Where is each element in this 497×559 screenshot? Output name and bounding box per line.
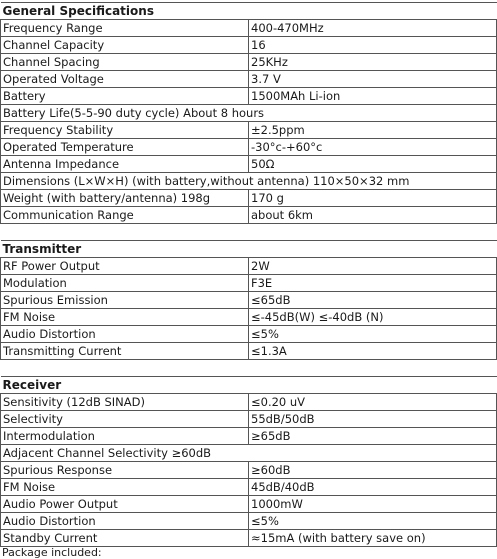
spec-label: Operated Temperature xyxy=(1,139,249,156)
spec-label: Audio Power Output xyxy=(1,496,249,513)
spec-label: Channel Spacing xyxy=(1,54,249,71)
spec-row xyxy=(1,496,497,513)
section-header-row xyxy=(1,377,497,394)
specifications-body xyxy=(1,3,497,547)
spec-value: ≤5% xyxy=(249,326,497,343)
spec-row xyxy=(1,20,497,37)
specifications-table xyxy=(0,2,497,547)
section-title: Transmitter xyxy=(1,241,497,258)
spec-value: 3.7 V xyxy=(249,71,497,88)
spec-row xyxy=(1,54,497,71)
spec-label: RF Power Output xyxy=(1,258,249,275)
spec-row xyxy=(1,122,497,139)
spec-row xyxy=(1,343,497,360)
spec-row xyxy=(1,156,497,173)
spec-label: Frequency Stability xyxy=(1,122,249,139)
spec-row xyxy=(1,445,497,462)
spec-row xyxy=(1,207,497,224)
spec-value: 25KHz xyxy=(249,54,497,71)
spec-label: Operated Voltage xyxy=(1,71,249,88)
spacer-row xyxy=(1,224,497,241)
spec-label: Spurious Emission xyxy=(1,292,249,309)
spec-label: FM Noise xyxy=(1,479,249,496)
section-header-row xyxy=(1,3,497,20)
spec-label: Antenna Impedance xyxy=(1,156,249,173)
package-note: Package included: xyxy=(2,546,102,559)
spec-label: Frequency Range xyxy=(1,20,249,37)
spec-value: ≈15mA (with battery save on) xyxy=(249,530,497,547)
spec-value: 400-470MHz xyxy=(249,20,497,37)
spec-label: Channel Capacity xyxy=(1,37,249,54)
spec-label: Selectivity xyxy=(1,411,249,428)
spec-row xyxy=(1,71,497,88)
spec-value: ≥60dB xyxy=(249,462,497,479)
spec-value: ≤65dB xyxy=(249,292,497,309)
spec-value: ≥65dB xyxy=(249,428,497,445)
spacer-cell xyxy=(1,224,497,241)
spec-value: ≤1.3A xyxy=(249,343,497,360)
spacer-cell xyxy=(1,360,497,377)
spec-label: Sensitivity (12dB SINAD) xyxy=(1,394,249,411)
spec-label: Battery xyxy=(1,88,249,105)
spec-row xyxy=(1,105,497,122)
spec-label: Standby Current xyxy=(1,530,249,547)
spec-row xyxy=(1,258,497,275)
spec-label: Dimensions (L×W×H) (with battery,without antenna) 110×50×32 mm xyxy=(1,173,497,190)
spec-label: Audio Distortion xyxy=(1,513,249,530)
spec-row xyxy=(1,37,497,54)
spec-row xyxy=(1,309,497,326)
spec-value: ≤0.20 uV xyxy=(249,394,497,411)
spec-value: about 6km xyxy=(249,207,497,224)
spec-value: 50Ω xyxy=(249,156,497,173)
spec-label: FM Noise xyxy=(1,309,249,326)
section-header-row xyxy=(1,241,497,258)
spec-label: Spurious Response xyxy=(1,462,249,479)
spec-row xyxy=(1,139,497,156)
spec-label: Audio Distortion xyxy=(1,326,249,343)
spec-value: 2W xyxy=(249,258,497,275)
spec-row xyxy=(1,513,497,530)
spec-row xyxy=(1,462,497,479)
spec-value: F3E xyxy=(249,275,497,292)
spec-label: Battery Life(5-5-90 duty cycle) About 8 hours xyxy=(1,105,497,122)
spec-row xyxy=(1,190,497,207)
spec-row xyxy=(1,292,497,309)
spacer-row xyxy=(1,360,497,377)
spec-label: Intermodulation xyxy=(1,428,249,445)
section-title: Receiver xyxy=(1,377,497,394)
spec-row xyxy=(1,428,497,445)
spec-row xyxy=(1,411,497,428)
spec-label: Communication Range xyxy=(1,207,249,224)
spec-row xyxy=(1,530,497,547)
spec-label: Weight (with battery/antenna) 198g xyxy=(1,190,249,207)
spec-row xyxy=(1,479,497,496)
spec-row xyxy=(1,394,497,411)
spec-value: -30°c-+60°c xyxy=(249,139,497,156)
spec-value: 55dB/50dB xyxy=(249,411,497,428)
spec-label: Adjacent Channel Selectivity ≥60dB xyxy=(1,445,497,462)
spec-value: ≤-45dB(W) ≤-40dB (N) xyxy=(249,309,497,326)
section-title: General Specifications xyxy=(1,3,497,20)
spec-value: 1000mW xyxy=(249,496,497,513)
spec-label: Transmitting Current xyxy=(1,343,249,360)
spec-value: ≤5% xyxy=(249,513,497,530)
spec-value: 45dB/40dB xyxy=(249,479,497,496)
spec-row xyxy=(1,88,497,105)
spec-value: 16 xyxy=(249,37,497,54)
spec-row xyxy=(1,326,497,343)
spec-row xyxy=(1,173,497,190)
spec-row xyxy=(1,275,497,292)
spec-value: 1500MAh Li-ion xyxy=(249,88,497,105)
spec-value: ±2.5ppm xyxy=(249,122,497,139)
spec-value: 170 g xyxy=(249,190,497,207)
spec-label: Modulation xyxy=(1,275,249,292)
